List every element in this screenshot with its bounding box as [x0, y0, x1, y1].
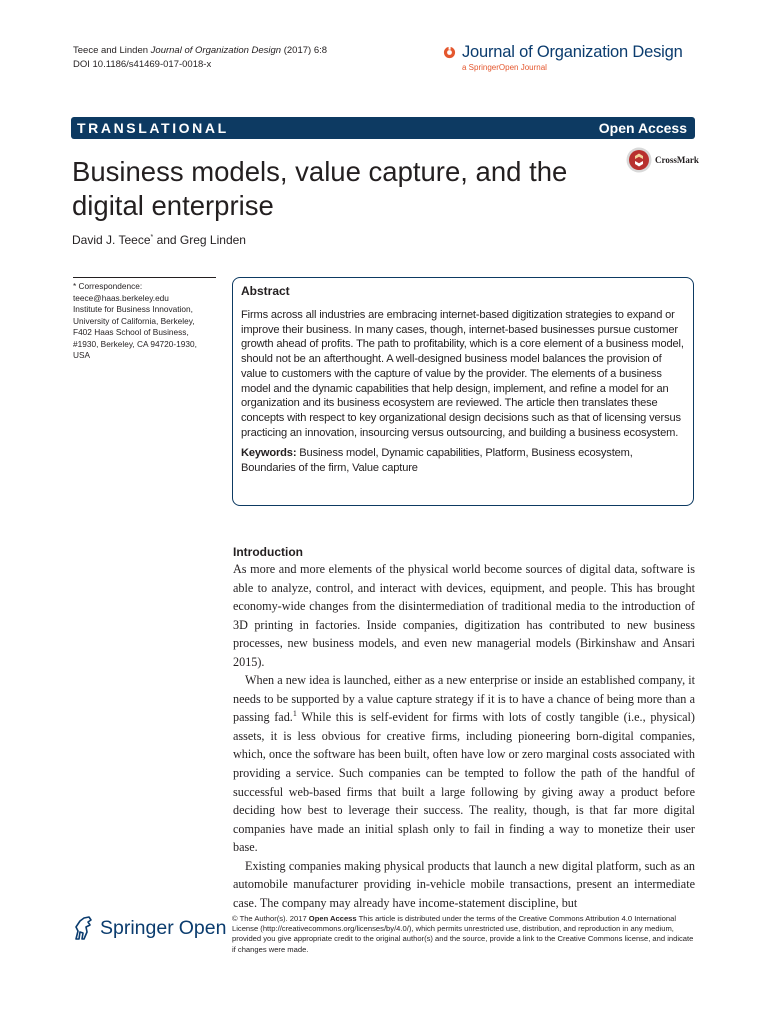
keywords-list: Business model, Dynamic capabilities, Platform, Business ecosystem, Boundaries of the firm, Value capture — [241, 447, 633, 475]
springer-open-logo[interactable] — [72, 915, 226, 941]
doi-line[interactable]: DOI 10.1186/s41469-017-0018-x — [73, 59, 212, 70]
article-type: TRANSLATIONAL — [77, 120, 229, 136]
journal-logo-name: Journal of Organization Design — [462, 43, 683, 61]
paragraph-text: When a new idea is launched, either as a new enterprise or inside an established company, it needs to be supported by a value capture strategy if it is to have a chance of being more than a passing fad. — [233, 673, 695, 725]
paragraph: Existing companies making physical products that launch a new digital platform, such as an automobile manufacturer providing in-vehicle mobile transactions, present an intermediate case. The company may already have income-statement discipline, but — [233, 858, 695, 910]
body-text — [233, 560, 695, 912]
running-header — [73, 44, 327, 72]
affiliation-line: #1930, Berkeley, CA 94720-1930, — [73, 338, 197, 349]
affiliation-line: Institute for Business Innovation, — [73, 304, 193, 314]
sidebar-divider — [73, 277, 216, 278]
affiliation-line: University of California, Berkeley, — [73, 315, 195, 326]
paragraph-text: While this is self-evident for firms with lots of costly tangible (i.e., physical) assets, it is less obvious for creative firms, including pioneering born-digital companies, which, once the software has been built, often have low or zero marginal costs associated with providing a service. Such companies can be tempted to follow the path of the handful of successful web-based firms that built a large following by giving away a product before deciding how best to leverage their success. The reality, though, is that far more digital companies have made an initial splash only to fail in finding a way to monetize their user base. — [233, 710, 695, 855]
correspondence-block — [73, 281, 218, 362]
author-name[interactable]: and Greg Linden — [153, 233, 246, 247]
paragraph: As more and more elements of the physical world become sources of digital data, software is able to analyze, control, and interact with devices, equipment, and people. This has brought economy-wide changes from the disintermediation of traditional media to the introduction of 3D printing in factories. Inside companies, digitization has contributed to new business processes, new business models, and even new managerial models (Birkinshaw and Ansari 2015). — [233, 562, 695, 669]
journal-logo-subtitle: a SpringerOpen Journal — [462, 63, 547, 72]
license-text: This article is distributed under the terms of the Creative Commons Attribution 4.0 International License (http://creativecommons.org/licenses/by/4.0/), which permits unrestricted use, distribution, and reproduction in any medium, provided you give appropriate credit to the original author(s) and the source, provide a link to the Creative Commons license, and indicate if changes were made. — [232, 914, 694, 954]
author-name[interactable]: David J. Teece — [72, 233, 151, 247]
license-notice — [232, 914, 697, 955]
header-journal: Journal of Organization Design — [150, 45, 282, 56]
abstract-box — [232, 277, 694, 506]
affiliation-line: USA — [73, 350, 91, 360]
corresponding-mark: * — [150, 234, 154, 241]
abstract-text: Firms across all industries are embracing internet-based digitization strategies to expand or improve their business. In many cases, though, internet-based businesses pursue customer growth ahead of profits. The path to profitability, which is a core element of a business model, should not be an afterthought. A well-designed business model balances the provision of value to customers with the capture of value by the provider. The elements of a business model and the dynamic capabilities that help design, implement, and refine a model for an organization and its business ecosystem are reviewed. The article then translates these concepts with respect to key organizational design decisions such as that of licensing versus practicing an innovation, insourcing versus outsourcing, and building a business ecosystem. — [241, 309, 684, 439]
copyright: © The Author(s). 2017 — [232, 914, 309, 923]
footnote-ref[interactable]: 1 — [292, 709, 297, 719]
license-open-access: Open Access — [308, 914, 357, 923]
article-title — [72, 155, 612, 223]
title-line-2: digital enterprise — [72, 190, 274, 221]
keywords — [241, 446, 685, 475]
title-line-1: Business models, value capture, and the — [72, 156, 568, 187]
author-list — [72, 233, 246, 247]
section-heading-introduction: Introduction — [233, 545, 303, 559]
crossmark-icon — [626, 147, 652, 173]
open-wordmark: Open — [178, 916, 227, 939]
paragraph — [233, 671, 695, 856]
springer-wordmark: Springer — [100, 916, 174, 939]
abstract-heading: Abstract — [241, 284, 290, 298]
header-authors: Teece and Linden — [73, 45, 149, 56]
header-year-volume: (2017) 6:8 — [283, 45, 328, 56]
affiliation-line: F402 Haas School of Business, — [73, 327, 189, 337]
open-access-label: Open Access — [598, 120, 687, 136]
citation-line — [73, 44, 327, 58]
journal-logo[interactable] — [443, 43, 703, 72]
article-type-banner — [71, 117, 695, 139]
keywords-label: Keywords: — [241, 447, 297, 460]
springer-horse-icon — [72, 915, 96, 941]
correspondence-email[interactable]: teece@haas.berkeley.edu — [73, 292, 169, 303]
journal-mark-icon — [443, 46, 456, 59]
crossmark-label: CrossMark — [655, 155, 699, 165]
crossmark-button[interactable] — [626, 147, 699, 173]
correspondence-label: * Correspondence: — [73, 281, 143, 291]
